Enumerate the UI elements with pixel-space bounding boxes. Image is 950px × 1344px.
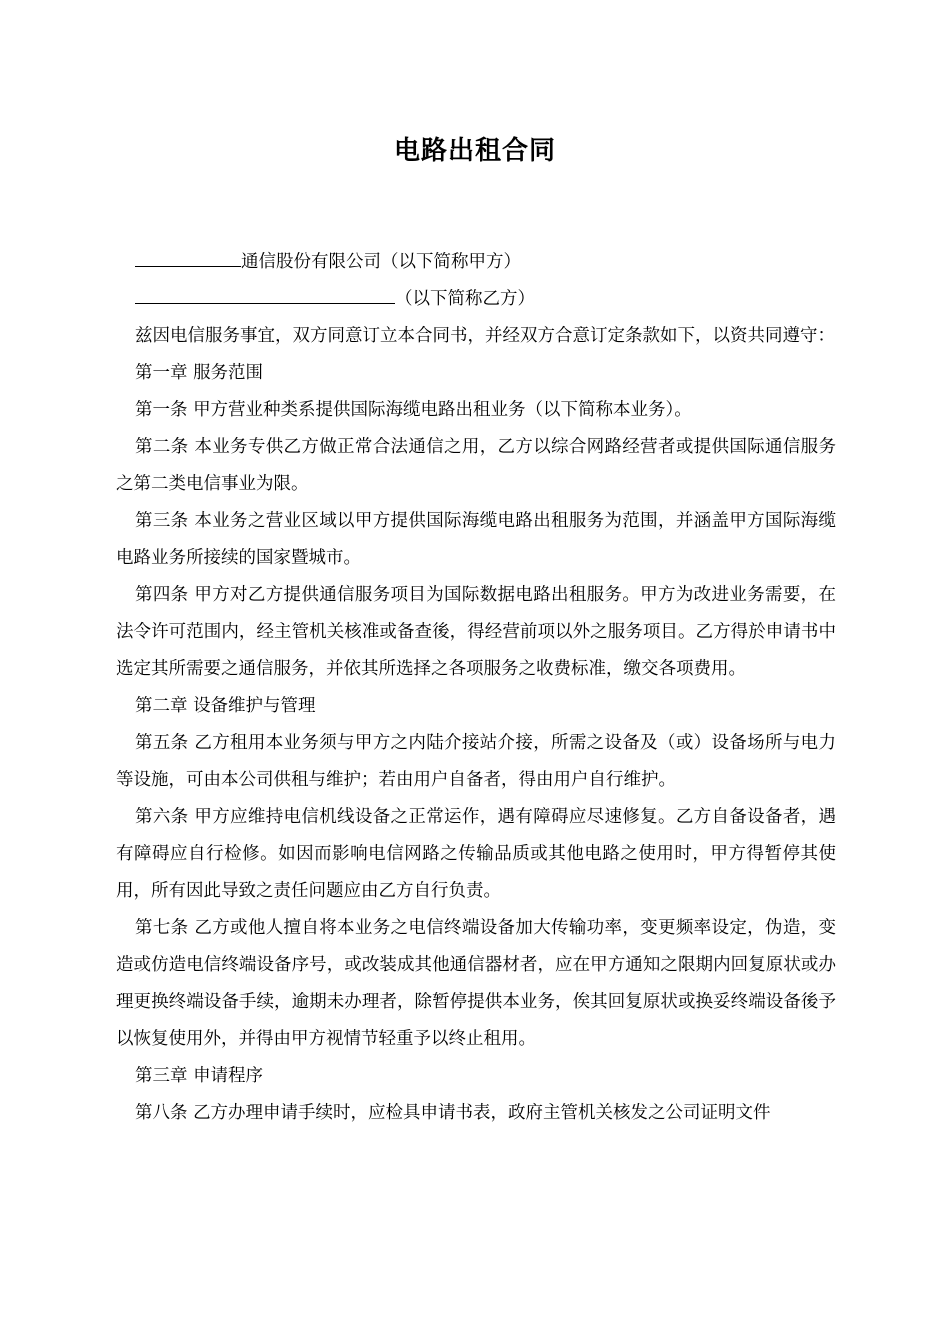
party-b-line bbox=[116, 281, 836, 318]
chapter-heading: 第一章 服务范围 bbox=[135, 363, 264, 383]
article-1: 第一条 甲方营业种类系提供国际海缆电路出租业务（以下简称本业务）。 bbox=[135, 400, 692, 420]
article-2: 第二条 本业务专供乙方做正常合法通信之用，乙方以综合网路经营者或提供国际通信服务之第二类电信事业为限。 bbox=[116, 437, 836, 494]
party-b-blank bbox=[135, 285, 395, 304]
article-5: 第五条 乙方租用本业务须与甲方之内陆介接站介接，所需之设备及（或）设备场所与电力等设施，可由本公司供租与维护；若由用户自备者，得由用户自行维护。 bbox=[116, 733, 836, 790]
party-a-line bbox=[116, 244, 836, 281]
party-a-label: 通信股份有限公司（以下简称甲方） bbox=[241, 252, 521, 272]
article-6: 第六条 甲方应维持电信机线设备之正常运作，遇有障碍应尽速修复。乙方自备设备者，遇有障碍应自行检修。如因而影响电信网路之传输品质或其他电路之使用时，甲方得暂停其使用，所有因此导致之责任问题应由乙方自行负责。 bbox=[116, 807, 836, 901]
article-3: 第三条 本业务之营业区域以甲方提供国际海缆电路出租服务为范围，并涵盖甲方国际海缆电路业务所接续的国家暨城市。 bbox=[116, 511, 836, 568]
party-b-label: （以下简称乙方） bbox=[395, 289, 535, 309]
document-body bbox=[116, 244, 836, 1132]
intro-paragraph: 兹因电信服务事宜，双方同意订立本合同书，并经双方合意订定条款如下，以资共同遵守： bbox=[135, 326, 835, 346]
chapter-heading: 第三章 申请程序 bbox=[135, 1066, 264, 1086]
document-title: 电路出租合同 bbox=[393, 136, 556, 166]
article-7: 第七条 乙方或他人擅自将本业务之电信终端设备加大传输功率，变更频率设定，伪造，变造或仿造电信终端设备序号，或改装成其他通信器材者，应在甲方通知之限期内回复原状或办理更换终端设备手续，逾期未办理者，除暂停提供本业务，俟其回复原状或换妥终端设备後予以恢复使用外，并得由甲方视情节轻重予以终止租用。 bbox=[116, 918, 836, 1049]
party-a-blank bbox=[135, 248, 241, 267]
chapter-heading: 第二章 设备维护与管理 bbox=[135, 696, 316, 716]
article-8: 第八条 乙方办理申请手续时，应检具申请书表，政府主管机关核发之公司证明文件 bbox=[135, 1103, 771, 1123]
article-4: 第四条 甲方对乙方提供通信服务项目为国际数据电路出租服务。甲方为改进业务需要，在法令许可范围内，经主管机关核准或备查後，得经营前项以外之服务项目。乙方得於申请书中选定其所需要之通信服务，并依其所选择之各项服务之收费标准，缴交各项费用。 bbox=[116, 585, 836, 679]
